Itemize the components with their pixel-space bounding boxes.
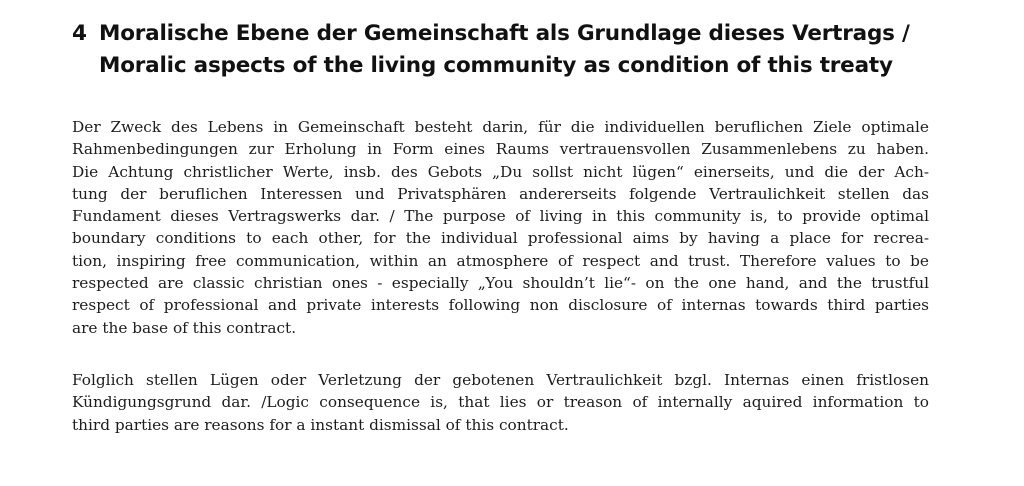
paragraph-line: Der Zweck des Lebens in Gemeinschaft besteht darin, für die individuellen beruflichen Ziele optimale (72, 118, 929, 136)
paragraph-consequence (72, 369, 929, 436)
paragraph-line: Rahmenbedingungen zur Erholung in Form eines Raums vertrauensvollen Zusammenlebens zu haben. (72, 140, 929, 159)
section-heading (72, 18, 972, 82)
section-title-german: Moralische Ebene der Gemeinschaft als Grundlage dieses Vertrags / (99, 21, 910, 46)
paragraph-line: Kündigungsgrund dar. /Logic consequence is, that lies or treason of internally aquired information to (72, 393, 929, 412)
paragraph-line: respected are classic christian ones - especially „You shouldn’t lie“- on the one hand, and the trustful (72, 274, 929, 293)
paragraph-line: Die Achtung christlicher Werte, insb. des Gebots „Du sollst nicht lügen“ einerseits, und die der Ach- (72, 162, 929, 181)
paragraph-line: third parties are reasons for a instant dismissal of this contract. (72, 415, 569, 434)
paragraph-line: boundary conditions to each other, for the individual professional aims by having a place for recrea- (72, 229, 929, 248)
paragraph-line: Folglich stellen Lügen oder Verletzung der gebotenen Vertraulichkeit bzgl. Internas einen fristlosen (72, 371, 929, 389)
section-number: 4 (72, 21, 87, 46)
section-heading-line-1 (72, 18, 972, 50)
paragraph-line: respect of professional and private interests following non disclosure of internas towards third parties (72, 296, 929, 315)
paragraph-line: are the base of this contract. (72, 318, 297, 337)
paragraph-purpose (72, 116, 929, 339)
section-title-english: Moralic aspects of the living community as condition of this treaty (99, 53, 893, 78)
paragraph-line: tung der beruflichen Interessen und Privatsphären andererseits folgende Vertraulichkeit stellen das (72, 184, 929, 203)
paragraph-line: Fundament dieses Vertragswerks dar. / The purpose of living in this community is, to provide optimal (72, 207, 929, 226)
paragraph-line: tion, inspiring free communication, within an atmosphere of respect and trust. Therefore values to be (72, 251, 929, 270)
